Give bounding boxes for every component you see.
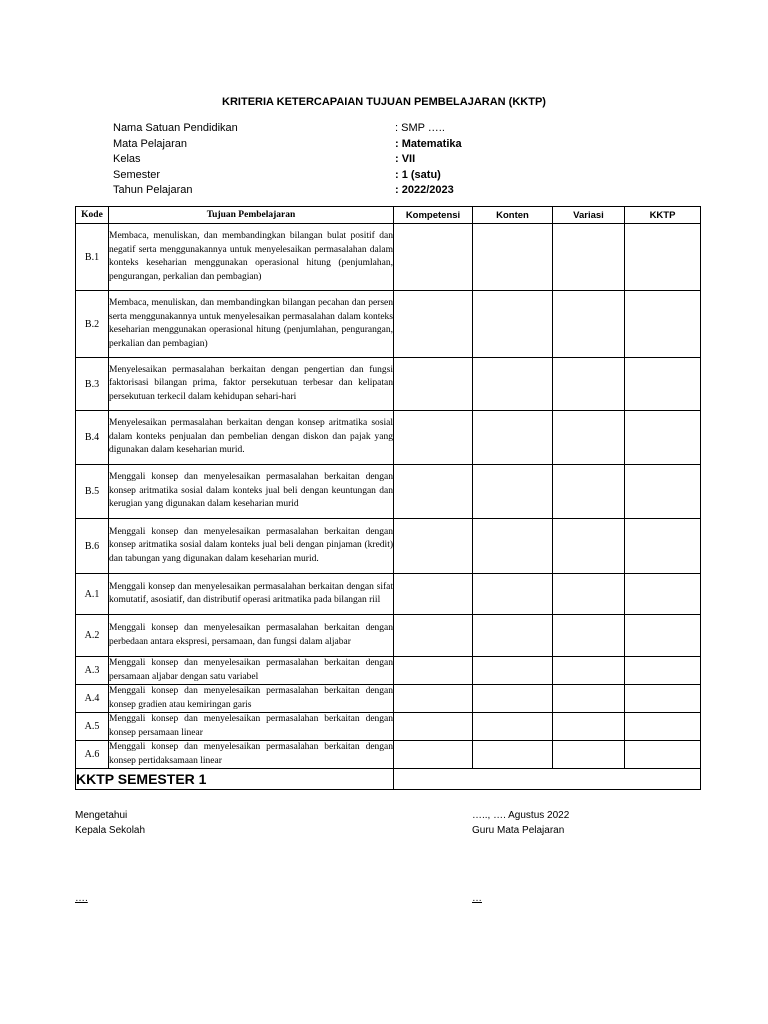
kode-cell: B.6 (76, 519, 109, 574)
kode-cell: A.5 (76, 713, 109, 741)
variasi-cell (553, 519, 625, 574)
table-row (76, 465, 701, 519)
konten-cell (473, 657, 553, 685)
kode-cell: B.4 (76, 411, 109, 465)
info-value: : Matematika (395, 137, 462, 150)
kompetensi-cell (394, 713, 473, 741)
column-header-kompetensi: Kompetensi (394, 207, 473, 224)
headmaster-title: Kepala Sekolah (75, 825, 146, 836)
info-value: : 2022/2023 (395, 184, 454, 196)
kktp-table (75, 206, 701, 790)
kktp-cell (625, 615, 701, 657)
table-row (76, 657, 701, 685)
table-row (76, 574, 701, 615)
place-date: ….., …. Agustus 2022 (472, 810, 570, 821)
info-row-year (113, 183, 513, 199)
table-row (76, 741, 701, 769)
konten-cell (473, 291, 553, 358)
kompetensi-cell (394, 358, 473, 411)
info-value: : SMP ….. (395, 122, 445, 134)
info-value: : 1 (satu) (395, 168, 441, 181)
konten-cell (473, 519, 553, 574)
variasi-cell (553, 224, 625, 291)
table-row (76, 519, 701, 574)
info-row-subject (113, 137, 513, 153)
kktp-cell (625, 465, 701, 519)
tujuan-cell: Membaca, menuliskan, dan membandingkan bilangan pecahan dan persen serta menggunakannya untuk menyelesaikan permasalahan dalam konteks keseharian menggunakan operasional hitung (penjumlahan, pengurangan, perkalian dan pembagian) (109, 291, 394, 358)
tujuan-cell: Menggali konsep dan menyelesaikan permasalahan berkaitan dengan konsep persamaan linear (109, 713, 394, 741)
variasi-cell (553, 411, 625, 465)
variasi-cell (553, 685, 625, 713)
variasi-cell (553, 465, 625, 519)
info-row-semester (113, 168, 513, 184)
kktp-cell (625, 519, 701, 574)
kompetensi-cell (394, 519, 473, 574)
kktp-cell (625, 657, 701, 685)
kktp-cell (625, 224, 701, 291)
table-header-row (76, 207, 701, 224)
kode-cell: B.3 (76, 358, 109, 411)
variasi-cell (553, 291, 625, 358)
kompetensi-cell (394, 465, 473, 519)
tujuan-cell: Menggali konsep dan menyelesaikan permasalahan berkaitan dengan konsep pertidaksamaan linear (109, 741, 394, 769)
info-label: Mata Pelajaran (113, 137, 187, 150)
tujuan-cell: Menggali konsep dan menyelesaikan permasalahan berkaitan dengan perbedaan antara ekspresi, persamaan, dan fungsi dalam aljabar (109, 615, 394, 657)
kompetensi-cell (394, 685, 473, 713)
tujuan-cell: Membaca, menuliskan, dan membandingkan bilangan bulat positif dan negatif serta menggunakannya untuk menyelesaikan permasalahan dalam konteks keseharian menggunakan operasional hitung (penjumlahan, pengurangan, perkalian dan pembagian) (109, 224, 394, 291)
kode-cell: A.3 (76, 657, 109, 685)
info-row-school (113, 121, 513, 137)
info-label: Tahun Pelajaran (113, 184, 193, 196)
info-value: : VII (395, 153, 416, 165)
column-header-konten: Konten (473, 207, 553, 224)
kode-cell: B.1 (76, 224, 109, 291)
summary-label: KKTP SEMESTER 1 (76, 769, 394, 790)
variasi-cell (553, 657, 625, 685)
variasi-cell (553, 615, 625, 657)
kompetensi-cell (394, 411, 473, 465)
kktp-cell (625, 741, 701, 769)
variasi-cell (553, 574, 625, 615)
table-row (76, 685, 701, 713)
kompetensi-cell (394, 657, 473, 685)
kktp-cell (625, 713, 701, 741)
konten-cell (473, 224, 553, 291)
kompetensi-cell (394, 224, 473, 291)
tujuan-cell: Menggali konsep dan menyelesaikan permasalahan berkaitan dengan konsep aritmatika sosial dalam konteks jual beli dengan pinjaman (kredit) dan tabungan yang digunakan dalam keseharian murid. (109, 519, 394, 574)
table-row (76, 411, 701, 465)
info-label: Nama Satuan Pendidikan (113, 122, 238, 134)
kode-cell: A.1 (76, 574, 109, 615)
column-header-variasi: Variasi (553, 207, 625, 224)
konten-cell (473, 574, 553, 615)
summary-value-cell (394, 769, 701, 790)
document-title: KRITERIA KETERCAPAIAN TUJUAN PEMBELAJARAN (KKTP) (222, 96, 546, 108)
konten-cell (473, 713, 553, 741)
tujuan-cell: Menyelesaikan permasalahan berkaitan dengan pengertian dan fungsi faktorisasi bilangan prima, faktor persekutuan terbesar dan kelipatan persekutuan terkecil dalam kehidupan sehari-hari (109, 358, 394, 411)
konten-cell (473, 615, 553, 657)
teacher-title: Guru Mata Pelajaran (472, 825, 565, 836)
kktp-cell (625, 574, 701, 615)
kktp-cell (625, 291, 701, 358)
konten-cell (473, 465, 553, 519)
column-header-tujuan: Tujuan Pembelajaran (109, 207, 394, 224)
variasi-cell (553, 741, 625, 769)
kode-cell: A.2 (76, 615, 109, 657)
identity-block (113, 121, 513, 199)
kompetensi-cell (394, 741, 473, 769)
tujuan-cell: Menggali konsep dan menyelesaikan permasalahan berkaitan dengan persamaan aljabar dengan satu variabel (109, 657, 394, 685)
kompetensi-cell (394, 574, 473, 615)
kode-cell: A.6 (76, 741, 109, 769)
table-row (76, 358, 701, 411)
konten-cell (473, 411, 553, 465)
konten-cell (473, 685, 553, 713)
headmaster-block (75, 808, 145, 838)
variasi-cell (553, 358, 625, 411)
table-row (76, 224, 701, 291)
kompetensi-cell (394, 615, 473, 657)
column-header-kode: Kode (76, 207, 109, 224)
kode-cell: B.5 (76, 465, 109, 519)
teacher-signature-name: … (472, 893, 482, 904)
info-row-class (113, 152, 513, 168)
konten-cell (473, 358, 553, 411)
table-row (76, 615, 701, 657)
kktp-cell (625, 411, 701, 465)
tujuan-cell: Menggali konsep dan menyelesaikan permasalahan berkaitan dengan konsep gradien atau kemiringan garis (109, 685, 394, 713)
kode-cell: B.2 (76, 291, 109, 358)
konten-cell (473, 741, 553, 769)
summary-row (76, 769, 701, 790)
kompetensi-cell (394, 291, 473, 358)
info-label: Kelas (113, 153, 141, 165)
kktp-cell (625, 358, 701, 411)
info-label: Semester (113, 168, 161, 181)
table-row (76, 713, 701, 741)
teacher-block (472, 808, 569, 838)
table-row (76, 291, 701, 358)
tujuan-cell: Menyelesaikan permasalahan berkaitan dengan konsep aritmatika sosial dalam konteks penjualan dan pembelian dengan diskon dan pajak yang digunakan dalam keseharian murid. (109, 411, 394, 465)
kode-cell: A.4 (76, 685, 109, 713)
headmaster-signature-name: …. (75, 893, 88, 904)
column-header-kktp: KKTP (625, 207, 701, 224)
kktp-cell (625, 685, 701, 713)
tujuan-cell: Menggali konsep dan menyelesaikan permasalahan berkaitan dengan konsep aritmatika sosial dalam konteks jual beli dengan keuntungan dan kerugian yang digunakan dalam keseharian murid (109, 465, 394, 519)
tujuan-cell: Menggali konsep dan menyelesaikan permasalahan berkaitan dengan sifat komutatif, asosiatif, dan distributif operasi aritmatika pada bilangan riil (109, 574, 394, 615)
variasi-cell (553, 713, 625, 741)
acknowledgement-label: Mengetahui (75, 810, 128, 821)
